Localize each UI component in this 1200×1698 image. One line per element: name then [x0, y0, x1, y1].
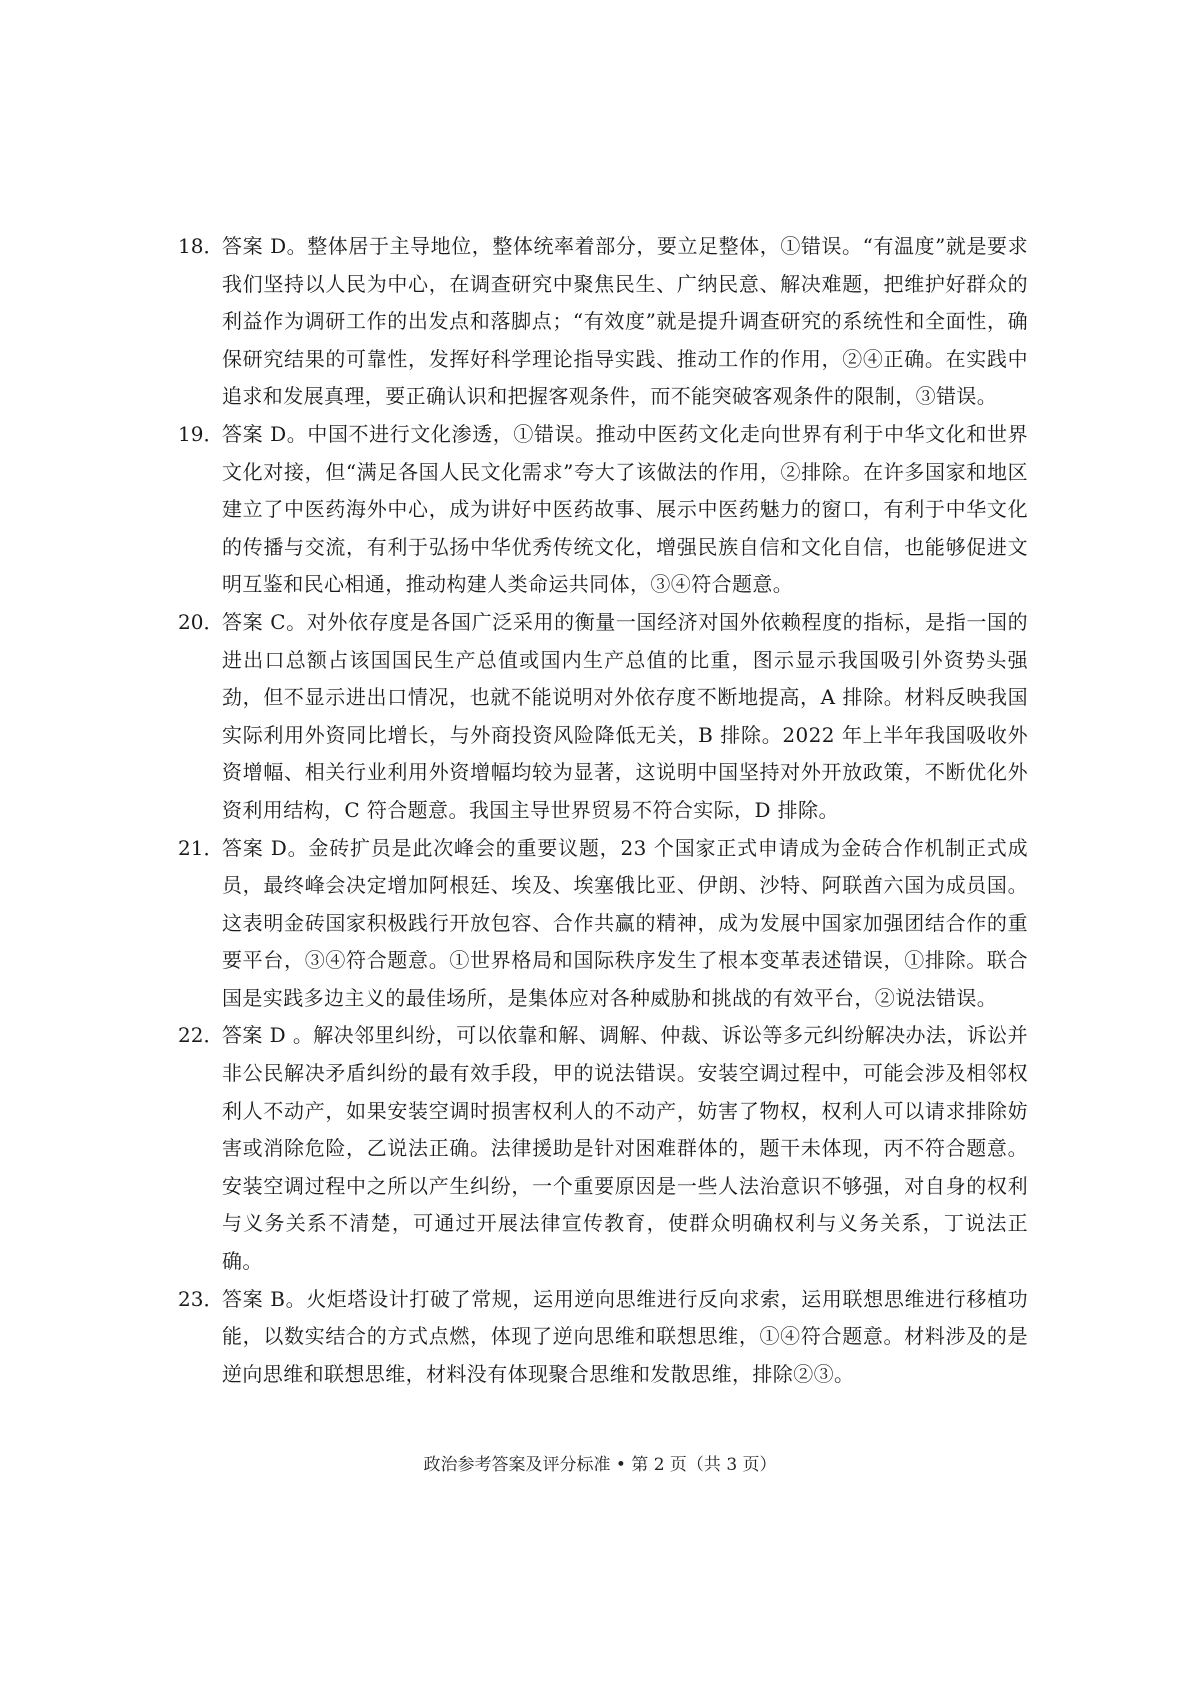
answer-number: 19． — [178, 421, 224, 446]
answer-item-21 — [178, 830, 1028, 1018]
answer-text: 答案 C。对外依存度是各国广泛采用的衡量一国经济对国外依赖程度的指标，是指一国的进出口总额占该国国民生产总值或国内生产总值的比重，图示显示我国吸引外资势头强劲，但不显示进出口情况，也就不能说明对外依存度不断地提高，A 排除。材料反映我国实际利用外资同比增长，与外商投资风险降低无关，B 排除。2022 年上半年我国吸收外资增幅、相关行业利用外资增幅均较为显著，这说明中国坚持对外开放政策，不断优化外资利用结构，C 符合题意。我国主导世界贸易不符合实际，D 排除。 — [222, 609, 1028, 822]
answer-item-23 — [178, 1281, 1028, 1394]
answer-item-22 — [178, 1017, 1028, 1280]
answer-text: 答案 D。金砖扩员是此次峰会的重要议题，23 个国家正式申请成为金砖合作机制正式成员，最终峰会决定增加阿根廷、埃及、埃塞俄比亚、伊朗、沙特、阿联酋六国为成员国。这表明金砖国家积极践行开放包容、合作共赢的精神，成为发展中国家加强团结合作的重要平台，③④符合题意。①世界格局和国际秩序发生了根本变革表述错误，①排除。联合国是实践多边主义的最佳场所，是集体应对各种威胁和挑战的有效平台，②说法错误。 — [222, 835, 1028, 1010]
page-footer: 政治参考答案及评分标准 • 第 2 页（共 3 页） — [423, 1455, 777, 1475]
answer-number: 18． — [178, 234, 224, 258]
answer-text: 答案 D。整体居于主导地位，整体统率着部分，要立足整体，①错误。“有温度”就是要求我们坚持以人民为中心，在调查研究中聚焦民生、广纳民意、解决难题，把维护好群众的利益作为调研工作的出发点和落脚点；“有效度”就是提升调查研究的系统性和全面性，确保研究结果的可靠性，发挥好科学理论指导实践、推动工作的作用，②④正确。在实践中追求和发展真理，要正确认识和把握客观条件，而不能突破客观条件的限制，③错误。 — [222, 234, 1028, 409]
answer-item-19 — [178, 416, 1028, 604]
answer-number: 20． — [178, 609, 224, 634]
answer-text: 答案 B。火炬塔设计打破了常规，运用逆向思维进行反向求索，运用联想思维进行移植功能，以数实结合的方式点燃，体现了逆向思维和联想思维，①④符合题意。材料涉及的是逆向思维和联想思维，材料没有体现聚合思维和发散思维，排除②③。 — [222, 1286, 1028, 1386]
answer-text: 答案 D。中国不进行文化渗透，①错误。推动中医药文化走向世界有利于中华文化和世界文化对接，但“满足各国人民文化需求”夸大了该做法的作用，②排除。在许多国家和地区建立了中医药海外中心，成为讲好中医药故事、展示中医药魅力的窗口，有利于中华文化的传播与交流，有利于弘扬中华优秀传统文化，增强民族自信和文化自信，也能够促进文明互鉴和民心相通，推动构建人类命运共同体，③④符合题意。 — [222, 421, 1028, 597]
answer-item-20 — [178, 604, 1028, 830]
answer-item-18 — [178, 228, 1028, 416]
answer-number: 23． — [178, 1286, 224, 1311]
answer-number: 22． — [178, 1023, 224, 1048]
answer-list — [178, 228, 1028, 1393]
answer-text: 答案 D 。解决邻里纠纷，可以依靠和解、调解、仲裁、诉讼等多元纠纷解决办法，诉讼并非公民解决矛盾纠纷的最有效手段，甲的说法错误。安装空调过程中，可能会涉及相邻权利人不动产，如果安装空调时损害权利人的不动产，妨害了物权，权利人可以请求排除妨害或消除危险，乙说法正确。法律援助是针对困难群体的，题干未体现，丙不符合题意。安装空调过程中之所以产生纠纷，一个重要原因是一些人法治意识不够强，对自身的权利与义务关系不清楚，可通过开展法律宣传教育，使群众明确权利与义务关系，丁说法正确。 — [222, 1023, 1028, 1274]
answer-number: 21． — [178, 835, 224, 860]
